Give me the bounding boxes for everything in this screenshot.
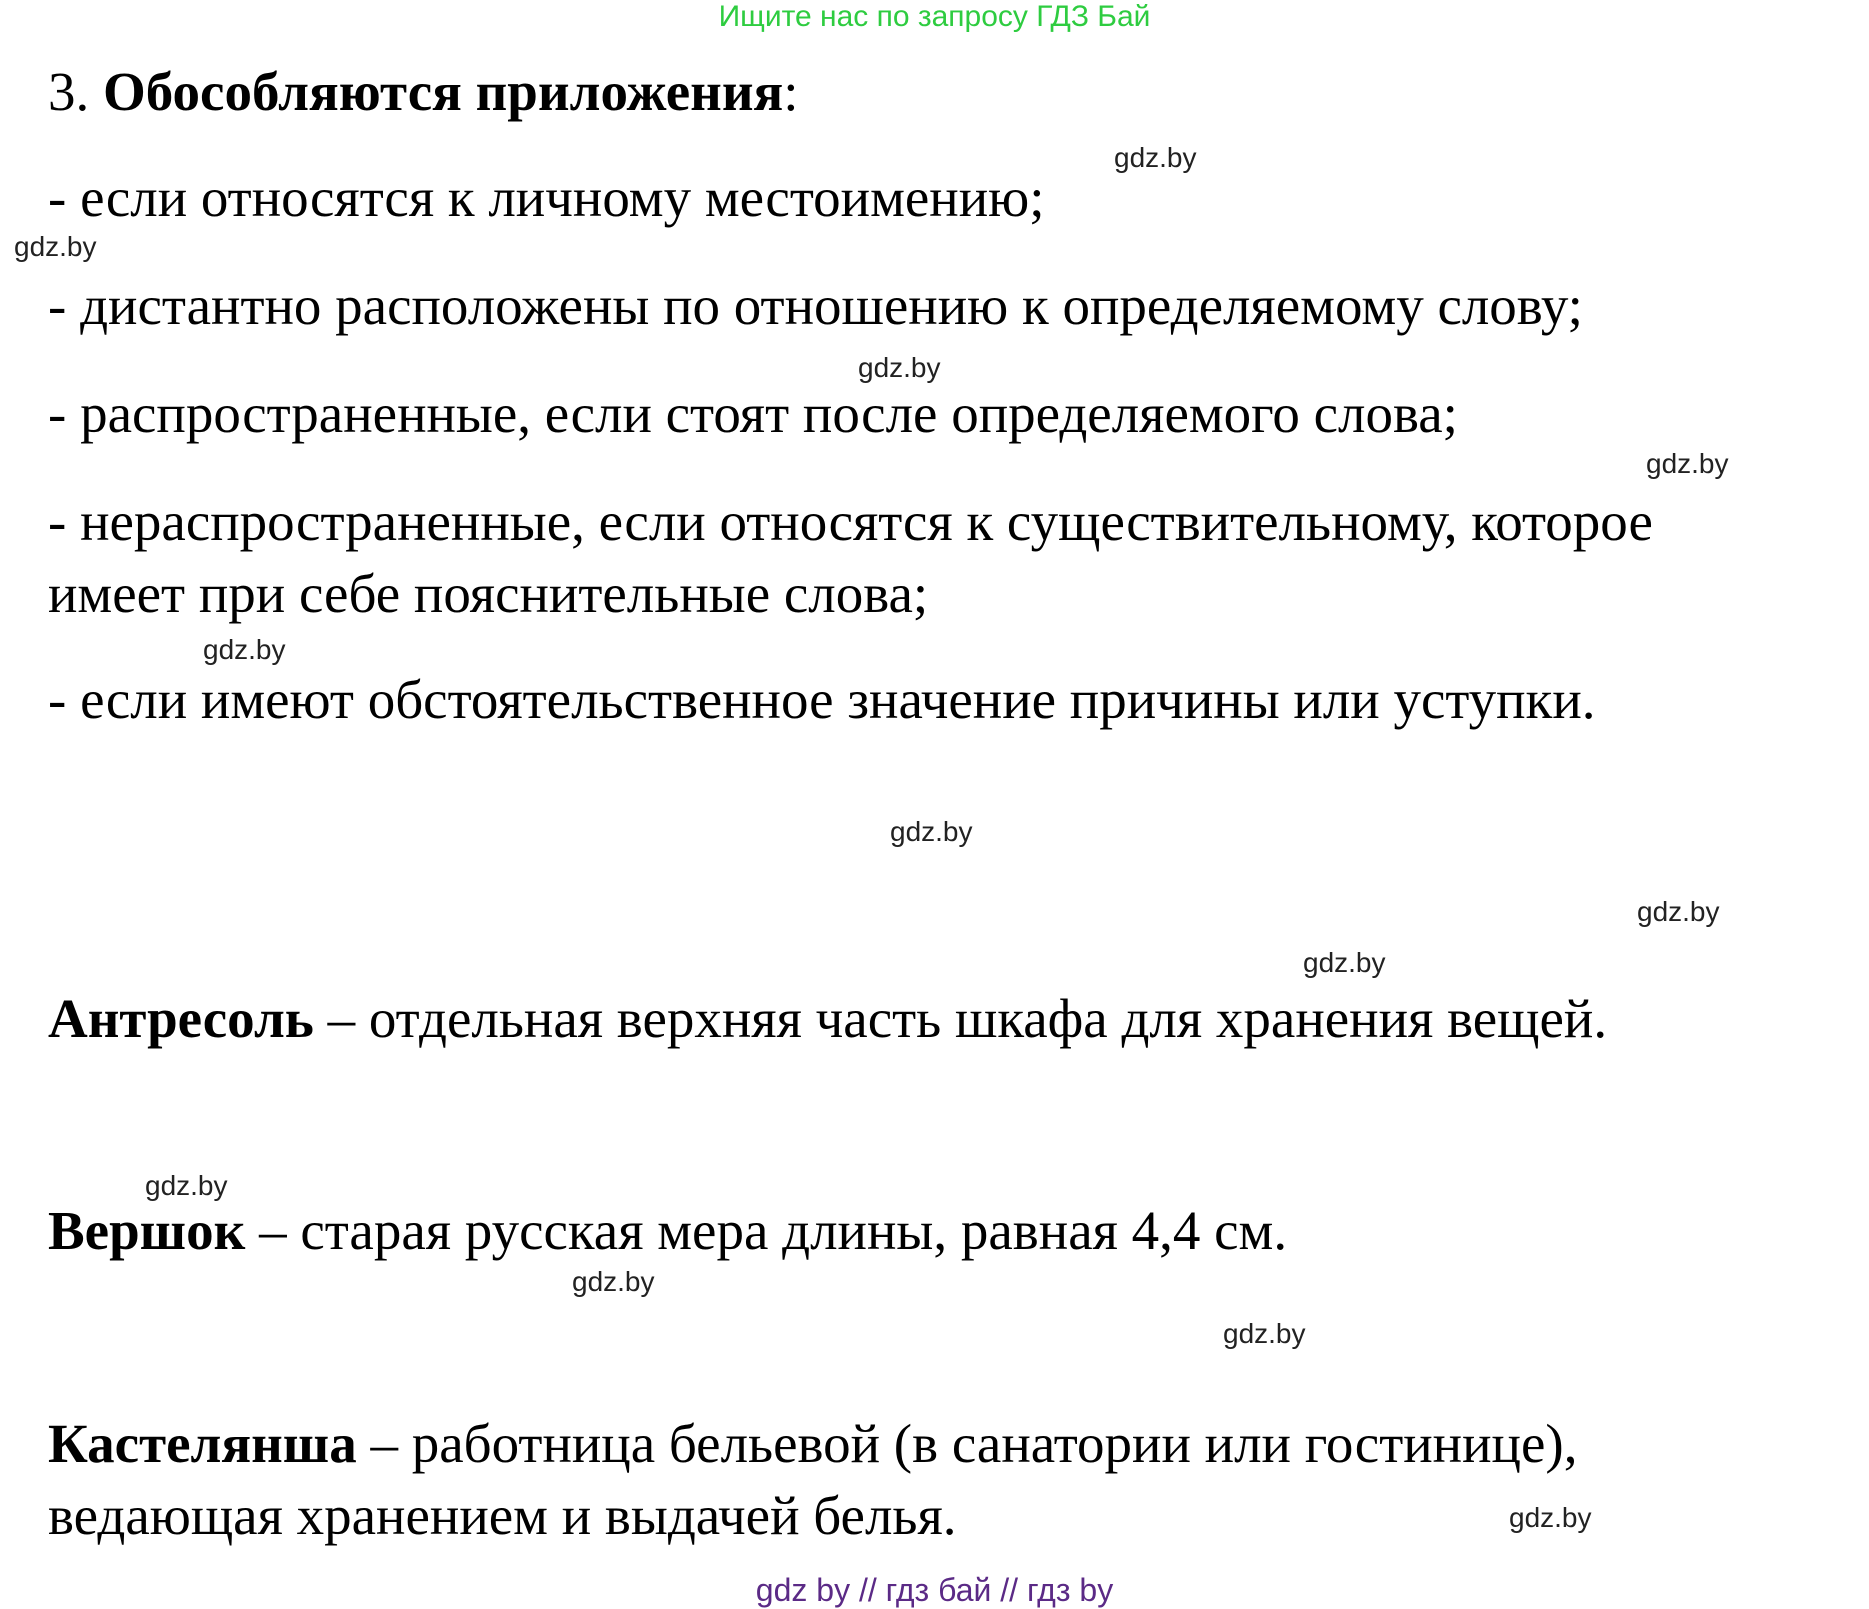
footer-links[interactable]: gdz by // гдз бай // гдз by <box>755 1572 1114 1608</box>
definition-term: Вершок <box>48 1200 246 1261</box>
watermark-text: gdz.by <box>1509 1502 1592 1533</box>
watermark-text: gdz.by <box>1223 1318 1306 1349</box>
rule-item-4-continuation: имеет при себе пояснительные слова; <box>48 563 929 624</box>
rule-item-1: - если относятся к личному местоимению; <box>48 167 1045 228</box>
watermark-text: gdz.by <box>1637 896 1720 927</box>
definition-text: – работница бельевой (в санатории или гостинице), <box>356 1413 1578 1474</box>
watermark-text: gdz.by <box>1114 142 1197 173</box>
definition-term: Антресоль <box>48 988 314 1049</box>
watermark-text: gdz.by <box>858 352 941 383</box>
definition-kastelyansha-continuation: ведающая хранением и выдачей белья. <box>48 1485 957 1546</box>
watermark-text: gdz.by <box>203 634 286 665</box>
rule-item-5: - если имеют обстоятельственное значение причины или уступки. <box>48 669 1596 730</box>
watermark-text: gdz.by <box>1646 448 1729 479</box>
definition-text: – отдельная верхняя часть шкафа для хранения вещей. <box>313 988 1608 1049</box>
definition-term: Кастелянша <box>48 1413 357 1474</box>
definition-kastelyansha <box>48 1408 1577 1480</box>
definition-vershok <box>48 1195 1287 1267</box>
watermark-text: gdz.by <box>572 1266 655 1297</box>
rule-item-4: - нераспространенные, если относятся к существительному, которое <box>48 491 1653 552</box>
section-number: 3. <box>48 61 90 122</box>
search-hint-link[interactable]: Ищите нас по запросу ГДЗ Бай <box>718 0 1151 33</box>
watermark-text: gdz.by <box>890 816 973 847</box>
rule-item-2: - дистантно расположены по отношению к определяемому слову; <box>48 275 1583 336</box>
section-title-bold: Обособляются приложения <box>103 61 784 122</box>
section-title <box>48 56 799 128</box>
watermark-text: gdz.by <box>14 231 97 262</box>
rule-item-3: - распространенные, если стоят после определяемого слова; <box>48 383 1458 444</box>
definition-antresol <box>48 983 1607 1055</box>
watermark-text: gdz.by <box>1303 947 1386 978</box>
watermark-text: gdz.by <box>145 1170 228 1201</box>
definition-text: – старая русская мера длины, равная 4,4 см. <box>245 1200 1288 1261</box>
section-title-suffix: : <box>783 61 799 122</box>
